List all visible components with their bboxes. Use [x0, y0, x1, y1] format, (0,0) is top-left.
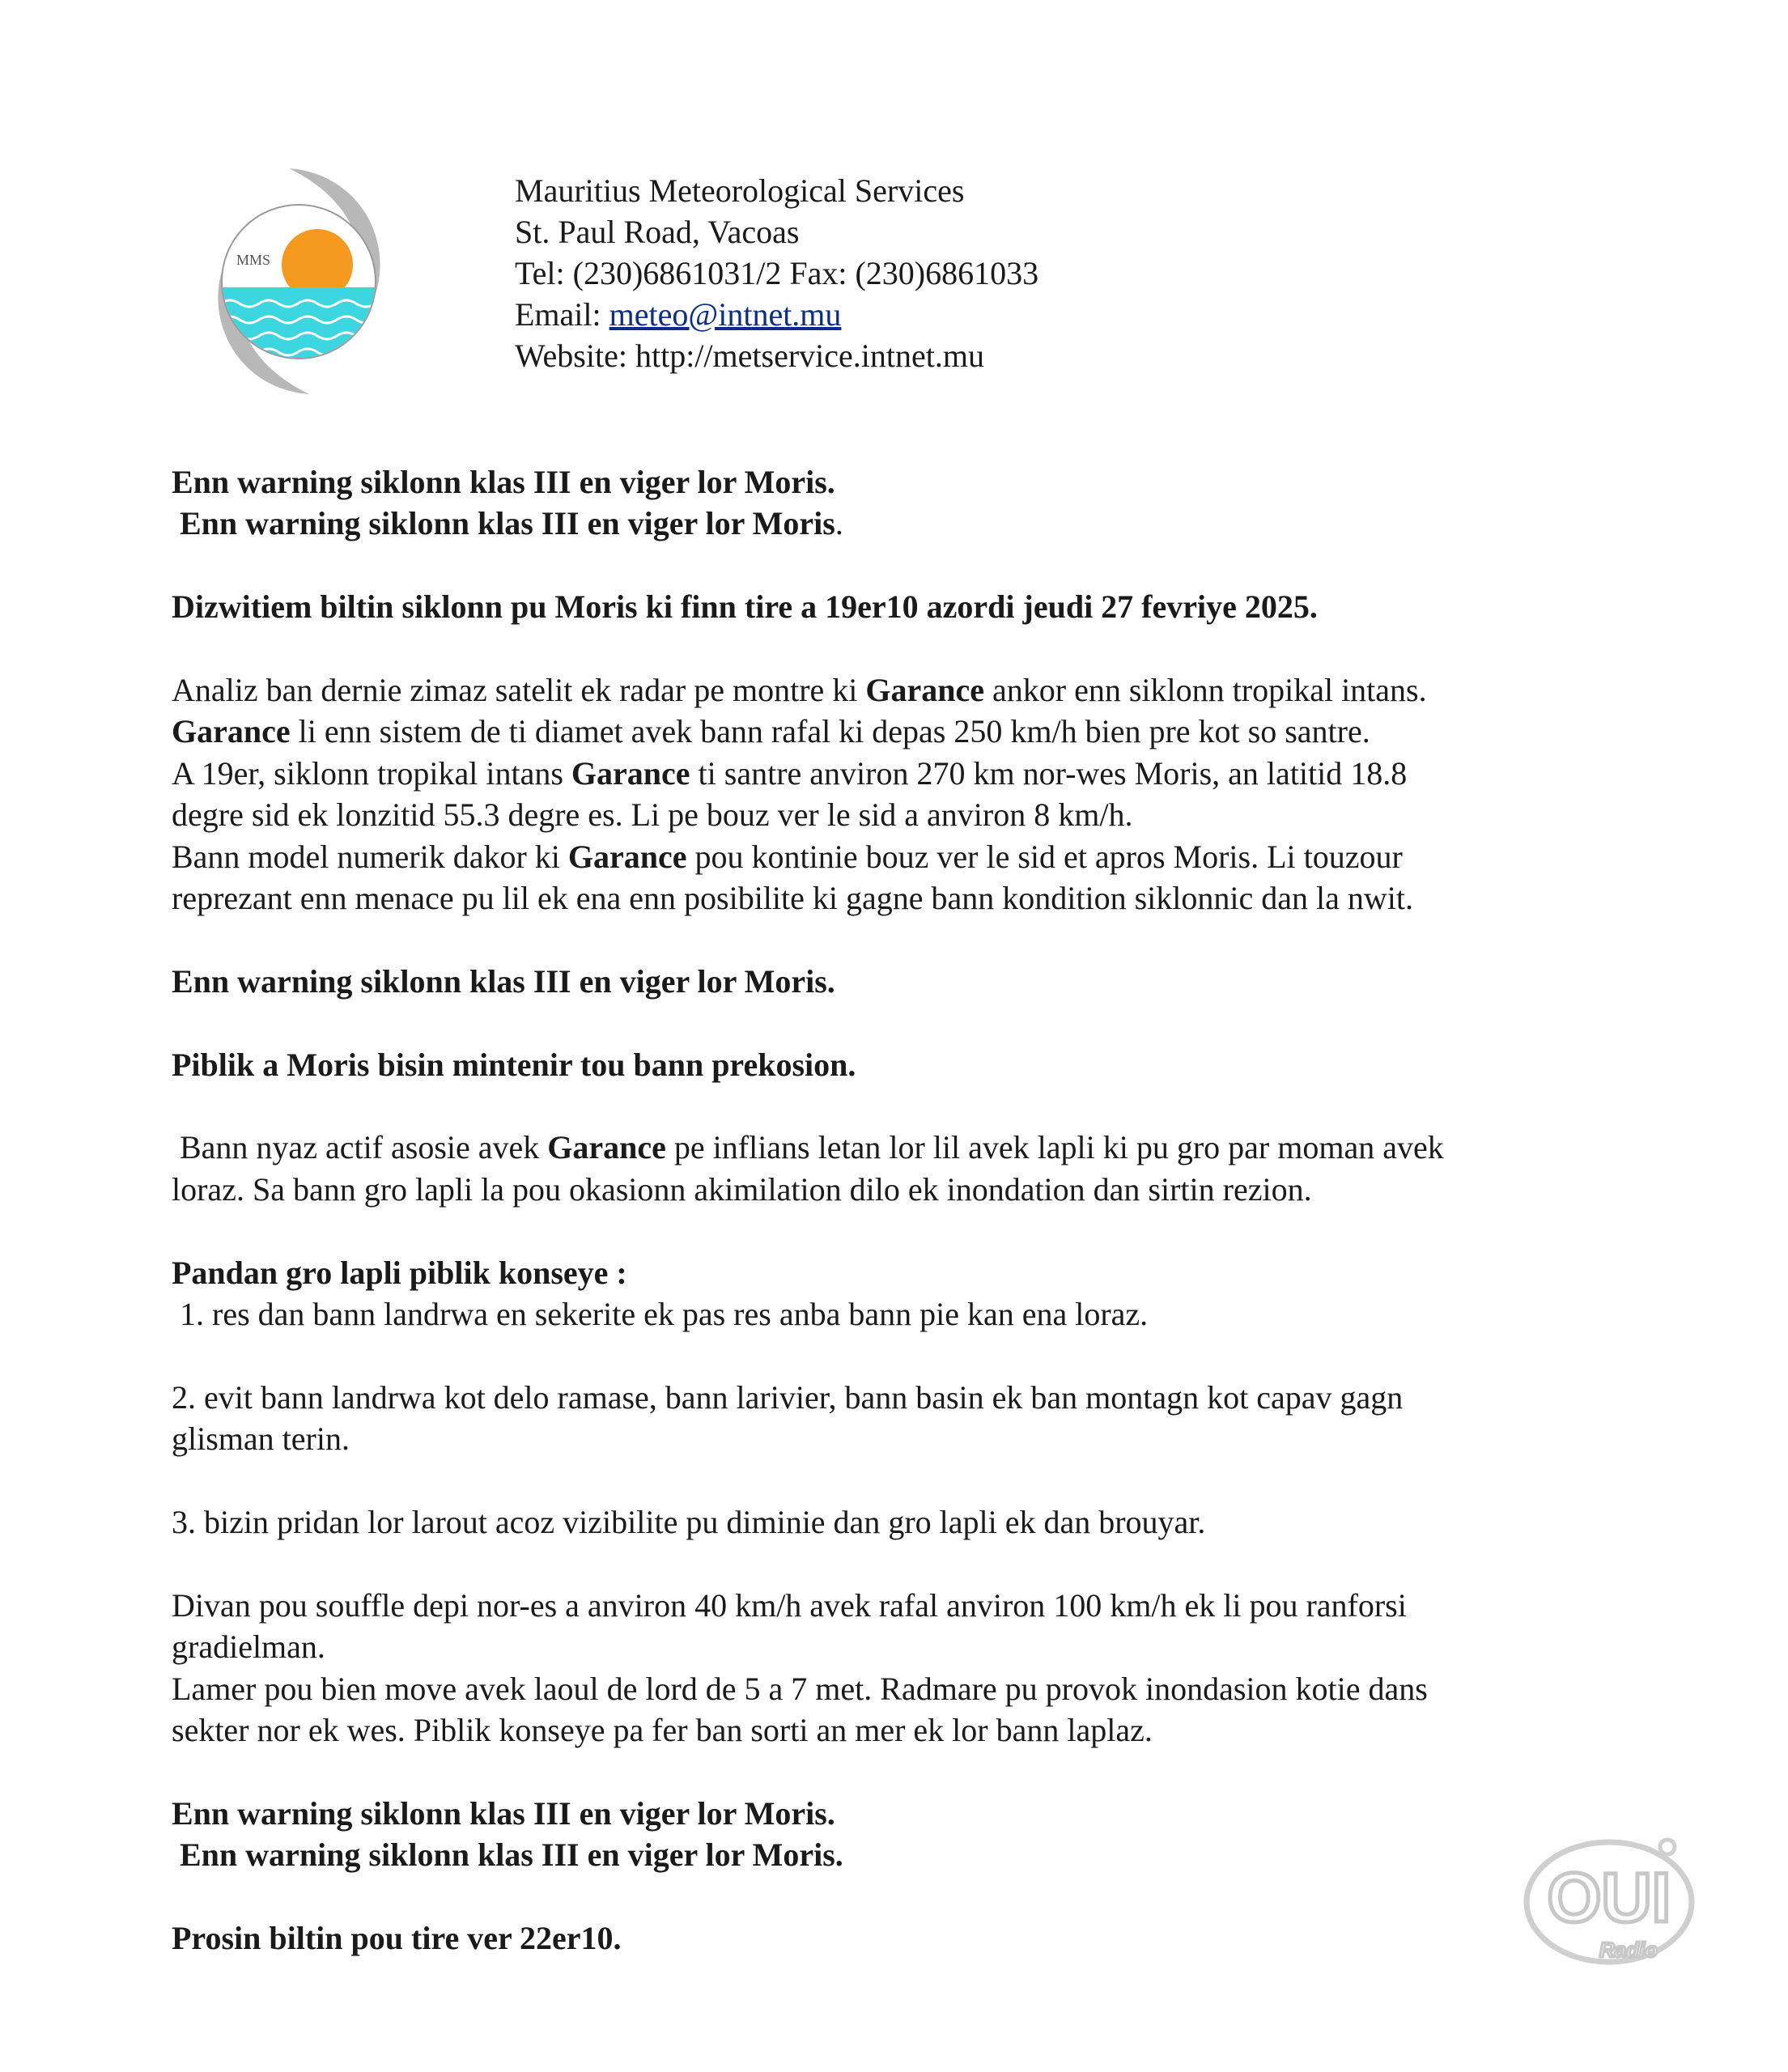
email-label: Email: [515, 296, 609, 333]
wind-sea-paragraph: Divan pou souffle depi nor-es a anviron 40 km/h avek rafal anviron 100 km/h ek li pou ranforsi gradielman. Lamer pou bien move avek laoul de lord de 5 a 7 met. Radmare pu provok inondasion kotie dans sekter nor ek wes. Piblik konseye pa fer ban sorti an mer ek lor bann laplaz. [172, 1586, 1428, 1749]
tel-fax: Tel: (230)6861031/2 Fax: (230)6861033 [515, 255, 1039, 291]
warning-block-top [172, 461, 1620, 545]
storm-name: Garance [172, 713, 291, 750]
rain-paragraph: Bann nyaz actif asosie avek Garance pe inflians letan lor lil avek lapli ki pu gro par moman avek loraz. Sa bann gro lapli la pou okasionn akimilation dilo ek inondation dan sirtin rezion. [172, 1129, 1444, 1208]
address: St. Paul Road, Vacoas [515, 214, 800, 250]
warning-line-mid: Enn warning siklonn klas III en viger lor Moris. [172, 962, 835, 1000]
logo-text: MMS [236, 252, 271, 268]
email-line [515, 294, 1038, 335]
svg-text:OUI: OUI [1547, 1859, 1671, 1937]
advice-item-2: 2. evit bann landrwa kot delo ramase, bann larivier, bann basin ek ban montagn kot capav gagn glisman terin. [172, 1378, 1404, 1458]
next-bulletin: Prosin biltin pou tire ver 22er10. [172, 1920, 622, 1957]
header-contact-block [515, 170, 1038, 376]
oui-radio-watermark [1522, 1831, 1700, 1968]
mms-logo [212, 166, 386, 397]
warning-line: Enn warning siklonn klas III en viger lor Moris. [172, 464, 835, 500]
storm-name: Garance [865, 672, 985, 708]
bulletin-title: Dizwitiem biltin siklonn pu Moris ki finn tire a 19er10 azordi jeudi 27 fevriye 2025. [172, 588, 1318, 626]
advice-item: 1. res dan bann landrwa en sekerite ek pas res anba bann pie kan ena loraz. [180, 1296, 1149, 1333]
org-name: Mauritius Meteorological Services [515, 172, 965, 209]
storm-name: Garance [571, 754, 690, 792]
website: Website: http://metservice.intnet.mu [515, 338, 984, 374]
precaution-line: Piblik a Moris bisin mintenir tou bann prekosion. [172, 1046, 856, 1083]
storm-name: Garance [547, 1129, 666, 1166]
warning-line-2: Enn warning siklonn klas III en viger lor Moris. [180, 505, 843, 542]
bulletin-body [172, 461, 1620, 2001]
email-link[interactable]: meteo@intnet.mu [609, 296, 842, 333]
advice-block [172, 1252, 1620, 1335]
svg-text:Radio: Radio [1599, 1938, 1658, 1962]
analysis-paragraph: Analiz ban dernie zimaz satelit ek radar pe montre ki Garance ankor enn siklonn tropikal intans. Garance li enn sistem de ti diamet avek bann rafal ki depas 250 km/h bien pre kot so santre. A 19er, siklonn tropikal intans Garance ti santre anviron 270 km nor-wes Moris, an latitid 18.8 degre sid ek lonzitid 55.3 degre es. Li pe bouz ver le sid a anviron 8 km/h. Bann model numerik dakor ki Garance pou kontinie bouz ver le sid et apros Moris. Li touzour reprezant enn menace pu lil ek ena enn posibilite ki gagne bann kondition siklonnic dan la nwit. [172, 672, 1427, 917]
advice-heading: Pandan gro lapli piblik konseye : [172, 1254, 627, 1291]
advice-item-3: 3. bizin pridan lor larout acoz vizibilite pu diminie dan gro lapli ek dan brouyar. [172, 1504, 1206, 1541]
warning-block-bottom: Enn warning siklonn klas III en viger lor Moris. Enn warning siklonn klas III en viger lor Moris. [172, 1794, 843, 1874]
storm-name: Garance [567, 838, 687, 875]
